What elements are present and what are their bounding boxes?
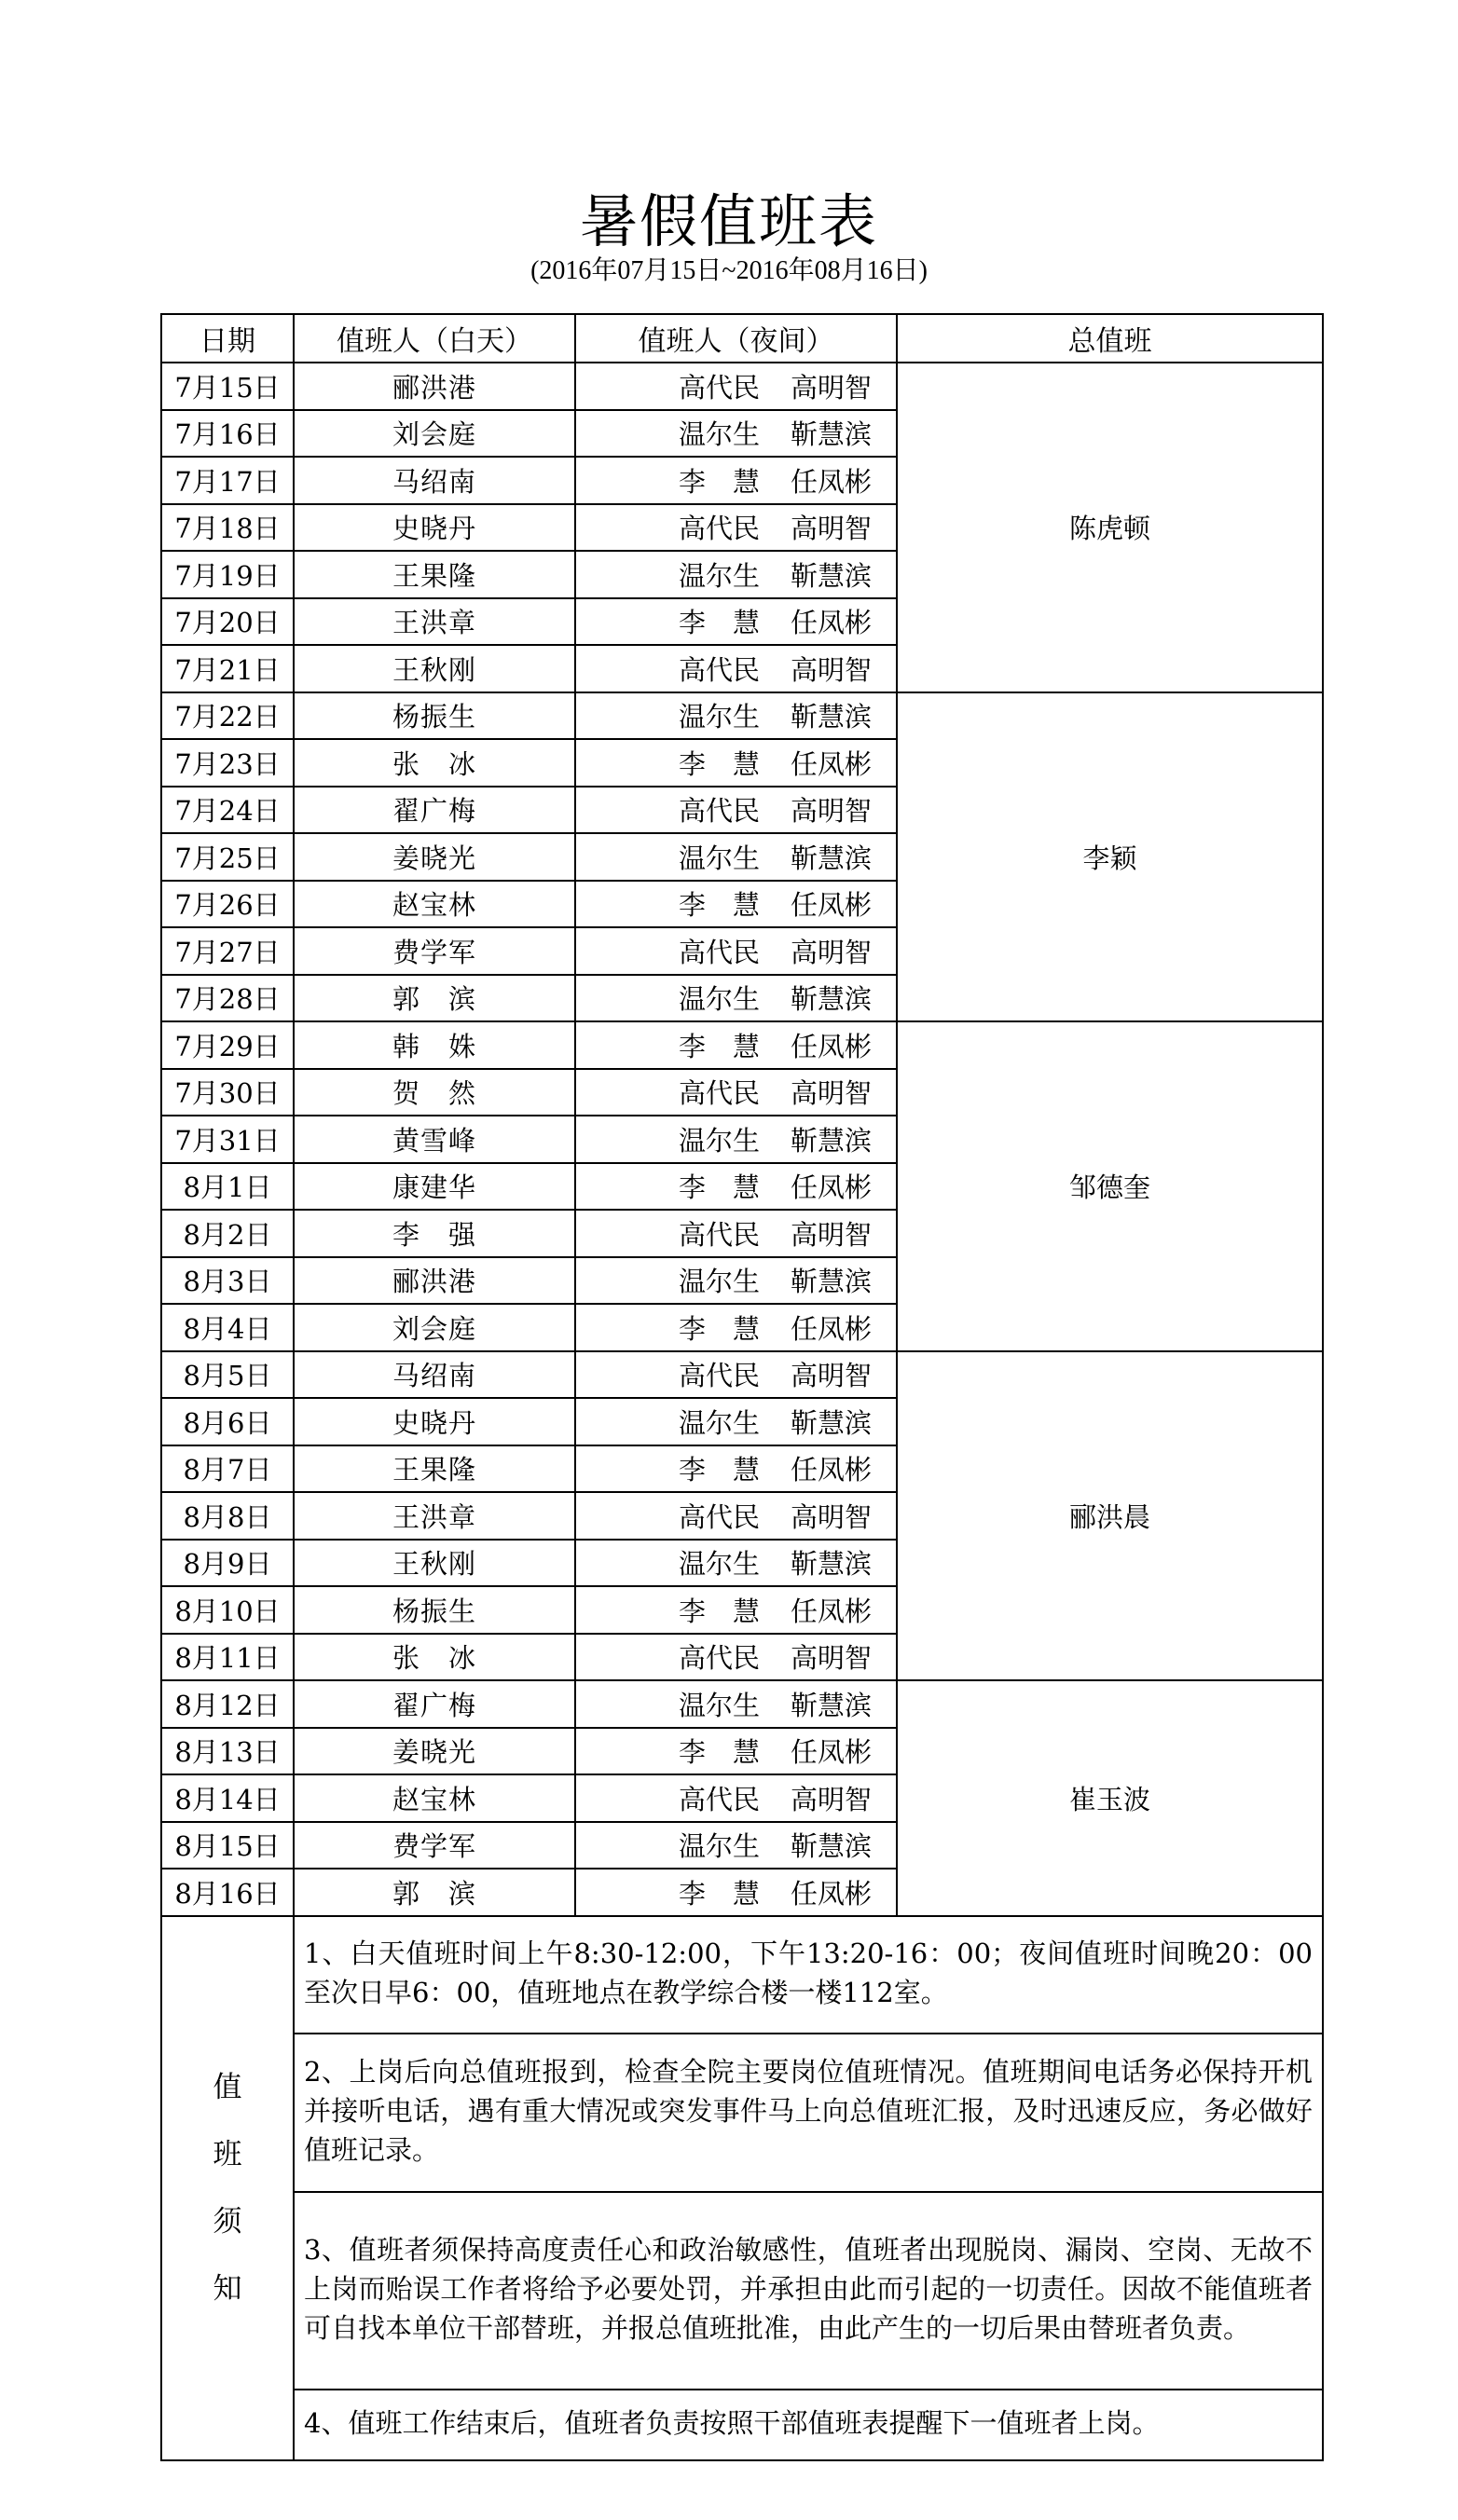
day-duty-cell: 郭 滨 <box>294 975 575 1022</box>
night-duty-cell <box>575 1492 897 1540</box>
date-cell: 8月13日 <box>161 1728 294 1775</box>
chief-duty-cell: 崔玉波 <box>897 1680 1323 1916</box>
night-duty-person: 温尔生 <box>679 983 761 1016</box>
night-duty-person: 高代民 <box>679 1360 761 1392</box>
night-duty-person: 高明智 <box>791 1360 873 1392</box>
header-night-duty: 值班人（夜间） <box>575 314 897 363</box>
night-duty-cell <box>575 1021 897 1069</box>
night-duty-person: 高明智 <box>791 1642 873 1675</box>
night-duty-cell <box>575 927 897 975</box>
notes-label-char: 值 <box>213 2070 242 2104</box>
night-duty-person: 温尔生 <box>679 1266 761 1298</box>
night-duty-person: 李 慧 <box>679 1595 761 1627</box>
date-cell: 7月22日 <box>161 692 294 740</box>
date-cell: 8月8日 <box>161 1492 294 1540</box>
night-duty-person: 高代民 <box>679 1218 761 1251</box>
night-duty-cell <box>575 410 897 458</box>
night-duty-person: 靳慧滨 <box>791 1406 873 1439</box>
night-duty-person: 高代民 <box>679 936 761 968</box>
date-cell: 8月1日 <box>161 1163 294 1211</box>
night-duty-person: 高明智 <box>791 371 873 404</box>
date-cell: 8月5日 <box>161 1351 294 1399</box>
notes-label-char: 知 <box>213 2271 242 2306</box>
night-duty-person: 高代民 <box>679 653 761 686</box>
night-duty-cell <box>575 1774 897 1822</box>
night-duty-cell <box>575 363 897 410</box>
night-duty-person: 高明智 <box>791 795 873 828</box>
date-cell: 8月12日 <box>161 1680 294 1728</box>
table-row <box>161 1680 1323 1728</box>
night-duty-cell <box>575 1728 897 1775</box>
night-duty-person: 任凤彬 <box>791 607 873 639</box>
night-duty-cell <box>575 881 897 928</box>
day-duty-cell: 郦洪港 <box>294 363 575 410</box>
day-duty-cell: 史晓丹 <box>294 1398 575 1445</box>
night-duty-cell <box>575 1116 897 1163</box>
day-duty-cell: 刘会庭 <box>294 410 575 458</box>
day-duty-cell: 王秋刚 <box>294 645 575 692</box>
notes-label <box>161 1916 294 2460</box>
night-duty-person: 温尔生 <box>679 1830 761 1863</box>
day-duty-cell: 杨振生 <box>294 692 575 740</box>
date-cell: 8月7日 <box>161 1445 294 1493</box>
note-item-2: 2、上岗后向总值班报到，检查全院主要岗位值班情况。值班期间电话务必保持开机并接听电话，遇有重大情况或突发事件马上向总值班汇报，及时迅速反应，务必做好值班记录。 <box>294 2034 1323 2192</box>
notes-label-char: 班 <box>213 2137 242 2171</box>
date-cell: 7月27日 <box>161 927 294 975</box>
table-row <box>161 1351 1323 1399</box>
chief-duty-cell: 邹德奎 <box>897 1021 1323 1351</box>
night-duty-cell <box>575 739 897 787</box>
night-duty-person: 任凤彬 <box>791 1877 873 1910</box>
night-duty-cell <box>575 1586 897 1634</box>
chief-duty-cell: 郦洪晨 <box>897 1351 1323 1681</box>
day-duty-cell: 王洪章 <box>294 598 575 646</box>
night-duty-person: 任凤彬 <box>791 889 873 922</box>
night-duty-person: 靳慧滨 <box>791 559 873 592</box>
night-duty-person: 李 慧 <box>679 1312 761 1345</box>
night-duty-cell <box>575 1351 897 1399</box>
night-duty-person: 靳慧滨 <box>791 1124 873 1157</box>
night-duty-person: 李 慧 <box>679 465 761 498</box>
night-duty-cell <box>575 1069 897 1116</box>
date-cell: 7月24日 <box>161 787 294 834</box>
night-duty-cell <box>575 551 897 598</box>
night-duty-cell <box>575 645 897 692</box>
night-duty-person: 任凤彬 <box>791 1030 873 1062</box>
night-duty-person: 温尔生 <box>679 1548 761 1581</box>
night-duty-person: 靳慧滨 <box>791 701 873 733</box>
night-duty-cell <box>575 504 897 552</box>
night-duty-cell <box>575 1822 897 1869</box>
date-cell: 8月14日 <box>161 1774 294 1822</box>
roster-body <box>161 363 1323 1916</box>
night-duty-person: 任凤彬 <box>791 1171 873 1204</box>
night-duty-person: 高明智 <box>791 513 873 545</box>
day-duty-cell: 刘会庭 <box>294 1304 575 1351</box>
date-range-subtitle: (2016年07月15日~2016年08月16日) <box>530 256 928 285</box>
night-duty-person: 高明智 <box>791 653 873 686</box>
note-item-4: 4、值班工作结束后，值班者负责按照干部值班表提醒下一值班者上岗。 <box>294 2390 1323 2460</box>
date-cell: 7月18日 <box>161 504 294 552</box>
page-title: 暑假值班表 <box>579 187 878 255</box>
night-duty-person: 靳慧滨 <box>791 1266 873 1298</box>
night-duty-person: 高代民 <box>679 1642 761 1675</box>
day-duty-cell: 姜晓光 <box>294 1728 575 1775</box>
day-duty-cell: 费学军 <box>294 927 575 975</box>
night-duty-cell <box>575 975 897 1022</box>
night-duty-person: 李 慧 <box>679 889 761 922</box>
date-cell: 8月15日 <box>161 1822 294 1869</box>
date-cell: 8月11日 <box>161 1634 294 1681</box>
date-cell: 7月16日 <box>161 410 294 458</box>
night-duty-person: 高代民 <box>679 1783 761 1815</box>
day-duty-cell: 康建华 <box>294 1163 575 1211</box>
date-cell: 8月4日 <box>161 1304 294 1351</box>
day-duty-cell: 郭 滨 <box>294 1869 575 1916</box>
day-duty-cell: 李 强 <box>294 1210 575 1257</box>
day-duty-cell: 王果隆 <box>294 551 575 598</box>
note-item-3: 3、值班者须保持高度责任心和政治敏感性，值班者出现脱岗、漏岗、空岗、无故不上岗而贻误工作者将给予必要处罚，并承担由此而引起的一切责任。因故不能值班者可自找本单位干部替班，并报总值班批准，由此产生的一切后果由替班者负责。 <box>294 2192 1323 2390</box>
table-row <box>161 1021 1323 1069</box>
day-duty-cell: 马绍南 <box>294 1351 575 1399</box>
day-duty-cell: 张 冰 <box>294 739 575 787</box>
night-duty-person: 任凤彬 <box>791 1595 873 1627</box>
night-duty-person: 温尔生 <box>679 1689 761 1721</box>
date-cell: 8月16日 <box>161 1869 294 1916</box>
night-duty-cell <box>575 1540 897 1587</box>
night-duty-cell <box>575 1163 897 1211</box>
date-cell: 7月15日 <box>161 363 294 410</box>
night-duty-person: 李 慧 <box>679 747 761 780</box>
night-duty-person: 温尔生 <box>679 559 761 592</box>
date-cell: 8月3日 <box>161 1257 294 1305</box>
night-duty-cell <box>575 598 897 646</box>
night-duty-person: 李 慧 <box>679 607 761 639</box>
night-duty-cell <box>575 1304 897 1351</box>
day-duty-cell: 杨振生 <box>294 1586 575 1634</box>
date-cell: 7月25日 <box>161 833 294 881</box>
night-duty-person: 靳慧滨 <box>791 1830 873 1863</box>
night-duty-person: 温尔生 <box>679 418 761 451</box>
night-duty-person: 李 慧 <box>679 1454 761 1486</box>
date-cell: 7月30日 <box>161 1069 294 1116</box>
night-duty-cell <box>575 787 897 834</box>
night-duty-person: 高明智 <box>791 1218 873 1251</box>
night-duty-cell <box>575 1398 897 1445</box>
day-duty-cell: 韩 姝 <box>294 1021 575 1069</box>
day-duty-cell: 马绍南 <box>294 457 575 504</box>
night-duty-cell <box>575 1210 897 1257</box>
night-duty-person: 任凤彬 <box>791 465 873 498</box>
night-duty-person: 任凤彬 <box>791 1312 873 1345</box>
night-duty-person: 李 慧 <box>679 1030 761 1062</box>
header-chief-duty: 总值班 <box>897 314 1323 363</box>
night-duty-cell <box>575 1869 897 1916</box>
table-row <box>161 363 1323 410</box>
day-duty-cell: 费学军 <box>294 1822 575 1869</box>
date-cell: 7月26日 <box>161 881 294 928</box>
header-day-duty: 值班人（白天） <box>294 314 575 363</box>
night-duty-person: 靳慧滨 <box>791 1548 873 1581</box>
night-duty-person: 靳慧滨 <box>791 983 873 1016</box>
night-duty-person: 李 慧 <box>679 1736 761 1769</box>
day-duty-cell: 贺 然 <box>294 1069 575 1116</box>
date-cell: 7月28日 <box>161 975 294 1022</box>
night-duty-person: 高代民 <box>679 795 761 828</box>
date-cell: 7月29日 <box>161 1021 294 1069</box>
notes-body <box>161 1916 1323 2460</box>
date-cell: 7月21日 <box>161 645 294 692</box>
night-duty-person: 温尔生 <box>679 1124 761 1157</box>
day-duty-cell: 王果隆 <box>294 1445 575 1493</box>
night-duty-person: 高代民 <box>679 371 761 404</box>
night-duty-person: 高明智 <box>791 1500 873 1533</box>
day-duty-cell: 张 冰 <box>294 1634 575 1681</box>
night-duty-person: 靳慧滨 <box>791 418 873 451</box>
night-duty-person: 高代民 <box>679 1077 761 1110</box>
night-duty-person: 温尔生 <box>679 842 761 874</box>
night-duty-person: 温尔生 <box>679 701 761 733</box>
night-duty-person: 靳慧滨 <box>791 1689 873 1721</box>
night-duty-person: 高代民 <box>679 1500 761 1533</box>
night-duty-person: 任凤彬 <box>791 1454 873 1486</box>
duty-roster-table <box>160 313 1324 2461</box>
date-cell: 8月2日 <box>161 1210 294 1257</box>
night-duty-person: 高明智 <box>791 1077 873 1110</box>
note-item-1: 1、白天值班时间上午8:30-12:00，下午13:20-16：00；夜间值班时间晚20：00至次日早6：00，值班地点在教学综合楼一楼112室。 <box>294 1916 1323 2034</box>
date-cell: 7月19日 <box>161 551 294 598</box>
night-duty-person: 靳慧滨 <box>791 842 873 874</box>
day-duty-cell: 王洪章 <box>294 1492 575 1540</box>
night-duty-person: 高明智 <box>791 936 873 968</box>
date-cell: 8月9日 <box>161 1540 294 1587</box>
date-cell: 8月10日 <box>161 1586 294 1634</box>
night-duty-person: 高代民 <box>679 513 761 545</box>
day-duty-cell: 赵宝林 <box>294 1774 575 1822</box>
night-duty-cell <box>575 1257 897 1305</box>
header-date: 日期 <box>161 314 294 363</box>
night-duty-cell <box>575 1680 897 1728</box>
night-duty-cell <box>575 1445 897 1493</box>
chief-duty-cell: 李颖 <box>897 692 1323 1022</box>
day-duty-cell: 赵宝林 <box>294 881 575 928</box>
night-duty-person: 高明智 <box>791 1783 873 1815</box>
night-duty-person: 李 慧 <box>679 1171 761 1204</box>
table-row <box>161 692 1323 740</box>
date-cell: 7月31日 <box>161 1116 294 1163</box>
day-duty-cell: 黄雪峰 <box>294 1116 575 1163</box>
night-duty-person: 李 慧 <box>679 1877 761 1910</box>
date-cell: 7月17日 <box>161 457 294 504</box>
night-duty-cell <box>575 1634 897 1681</box>
day-duty-cell: 史晓丹 <box>294 504 575 552</box>
date-cell: 8月6日 <box>161 1398 294 1445</box>
day-duty-cell: 姜晓光 <box>294 833 575 881</box>
night-duty-cell <box>575 833 897 881</box>
day-duty-cell: 郦洪港 <box>294 1257 575 1305</box>
night-duty-person: 任凤彬 <box>791 1736 873 1769</box>
day-duty-cell: 翟广梅 <box>294 1680 575 1728</box>
date-cell: 7月23日 <box>161 739 294 787</box>
notes-label-char: 须 <box>213 2204 242 2239</box>
day-duty-cell: 翟广梅 <box>294 787 575 834</box>
night-duty-cell <box>575 457 897 504</box>
night-duty-person: 温尔生 <box>679 1406 761 1439</box>
date-cell: 7月20日 <box>161 598 294 646</box>
day-duty-cell: 王秋刚 <box>294 1540 575 1587</box>
night-duty-cell <box>575 692 897 740</box>
chief-duty-cell: 陈虎顿 <box>897 363 1323 692</box>
night-duty-person: 任凤彬 <box>791 747 873 780</box>
